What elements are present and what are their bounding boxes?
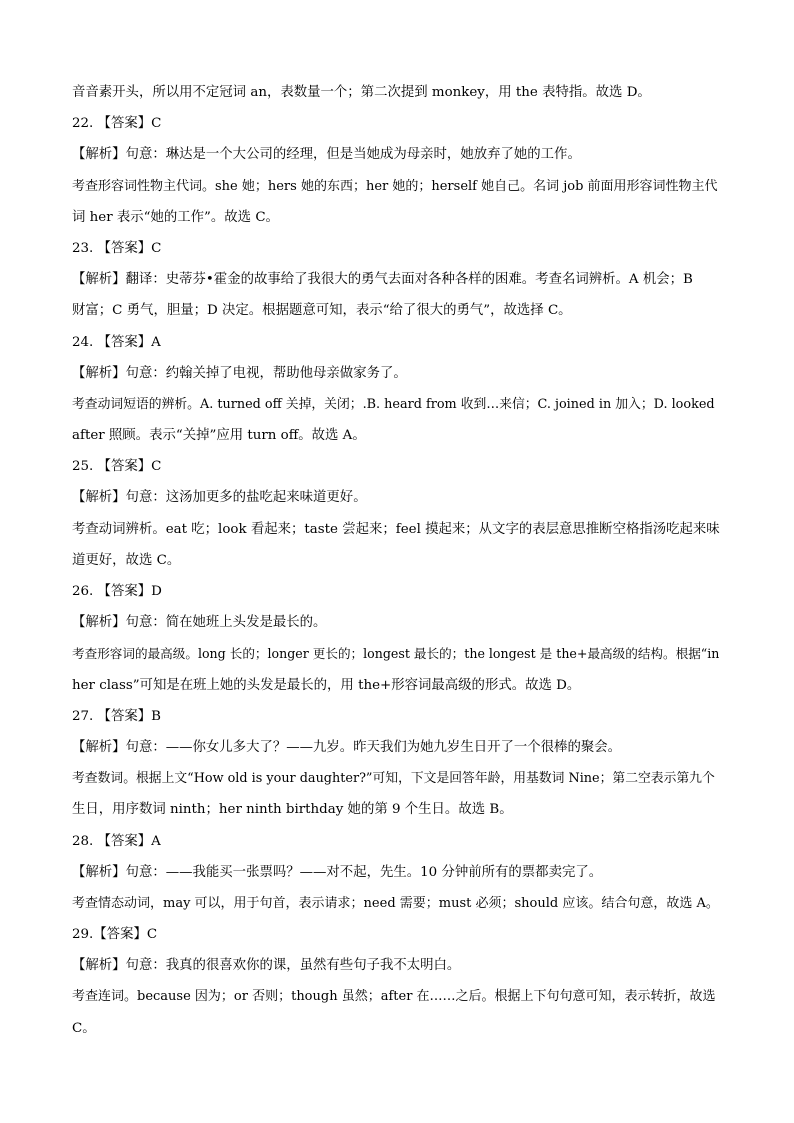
analysis-line: 【解析】句意：简在她班上头发是最长的。: [72, 615, 327, 631]
text-line: 词 her 表示“她的工作”。故选 C。: [72, 209, 279, 225]
answer-line: 28. 【答案】A: [72, 833, 161, 849]
text-line: 考查形容词性物主代词。she 她；hers 她的东西；her 她的；herself 她自己。名词 job 前面用形容词性物主代: [72, 178, 718, 194]
text-line: her class”可知是在班上她的头发是最长的，用 the+形容词最高级的形式。故选 D。: [72, 677, 581, 693]
analysis-line: 【解析】句意：琳达是一个大公司的经理，但是当她成为母亲时，她放弃了她的工作。: [72, 147, 581, 163]
answer-line: 23. 【答案】C: [72, 240, 162, 256]
text-line: 考查情态动词，may 可以，用于句首，表示请求；need 需要；must 必须；should 应该。结合句意，故选 A。: [72, 895, 719, 911]
text-line: 考查动词短语的辨析。A. turned off 关掉，关闭；.B. heard from 收到…来信；C. joined in 加入；D. looked: [72, 396, 715, 412]
analysis-line: 【解析】句意：——你女儿多大了？——九岁。昨天我们为她九岁生日开了一个很棒的聚会。: [72, 739, 622, 755]
analysis-line: 【解析】句意：约翰关掉了电视，帮助他母亲做家务了。: [72, 365, 407, 381]
answer-line: 24. 【答案】A: [72, 334, 161, 350]
text-line: 考查连词。because 因为；or 否则；though 虽然；after 在……之后。根据上下句句意可知，表示转折，故选: [72, 989, 716, 1005]
text-line: 考查数词。根据上文“How old is your daughter?”可知，下文是回答年龄，用基数词 Nine；第二空表示第九个: [72, 771, 715, 787]
text-line: 道更好，故选 C。: [72, 552, 181, 568]
text-line: after 照顾。表示“关掉”应用 turn off。故选 A。: [72, 428, 366, 444]
answer-line: 29.【答案】C: [72, 927, 158, 943]
answer-line: 22. 【答案】C: [72, 116, 162, 132]
answer-line: 26. 【答案】D: [72, 584, 162, 599]
analysis-line: 【解析】句意：——我能买一张票吗？——对不起，先生。10 分钟前所有的票都卖完了。: [72, 864, 603, 880]
text-line: 考查形容词的最高级。long 长的；longer 更长的；longest 最长的；the longest 是 the+最高级的结构。根据“in: [72, 646, 720, 662]
text-line: 生日，用序数词 ninth；her ninth birthday 她的第 9 个生日。故选 B。: [72, 802, 513, 818]
analysis-line: 【解析】句意：这汤加更多的盐吃起来味道更好。: [72, 490, 367, 506]
answer-line: 27. 【答案】B: [72, 708, 161, 724]
analysis-line: 【解析】翻译：史蒂芬•霍金的故事给了我很大的勇气去面对各种各样的困难。考查名词辨析。A 机会；B: [72, 272, 693, 288]
text-line: 考查动词辨析。eat 吃；look 看起来；taste 尝起来；feel 摸起来；从文字的表层意思推断空格指汤吃起来味: [72, 521, 720, 537]
text-line: 音音素开头，所以用不定冠词 an，表数量一个；第二次提到 monkey，用 the 表特指。故选 D。: [72, 85, 651, 100]
text-line: 财富；C 勇气，胆量；D 决定。根据题意可知，表示“给了很大的勇气”，故选择 C。: [72, 303, 572, 319]
answer-line: 25. 【答案】C: [72, 459, 162, 475]
text-line: C。: [72, 1020, 96, 1036]
analysis-line: 【解析】句意：我真的很喜欢你的课，虽然有些句子我不太明白。: [72, 958, 461, 974]
